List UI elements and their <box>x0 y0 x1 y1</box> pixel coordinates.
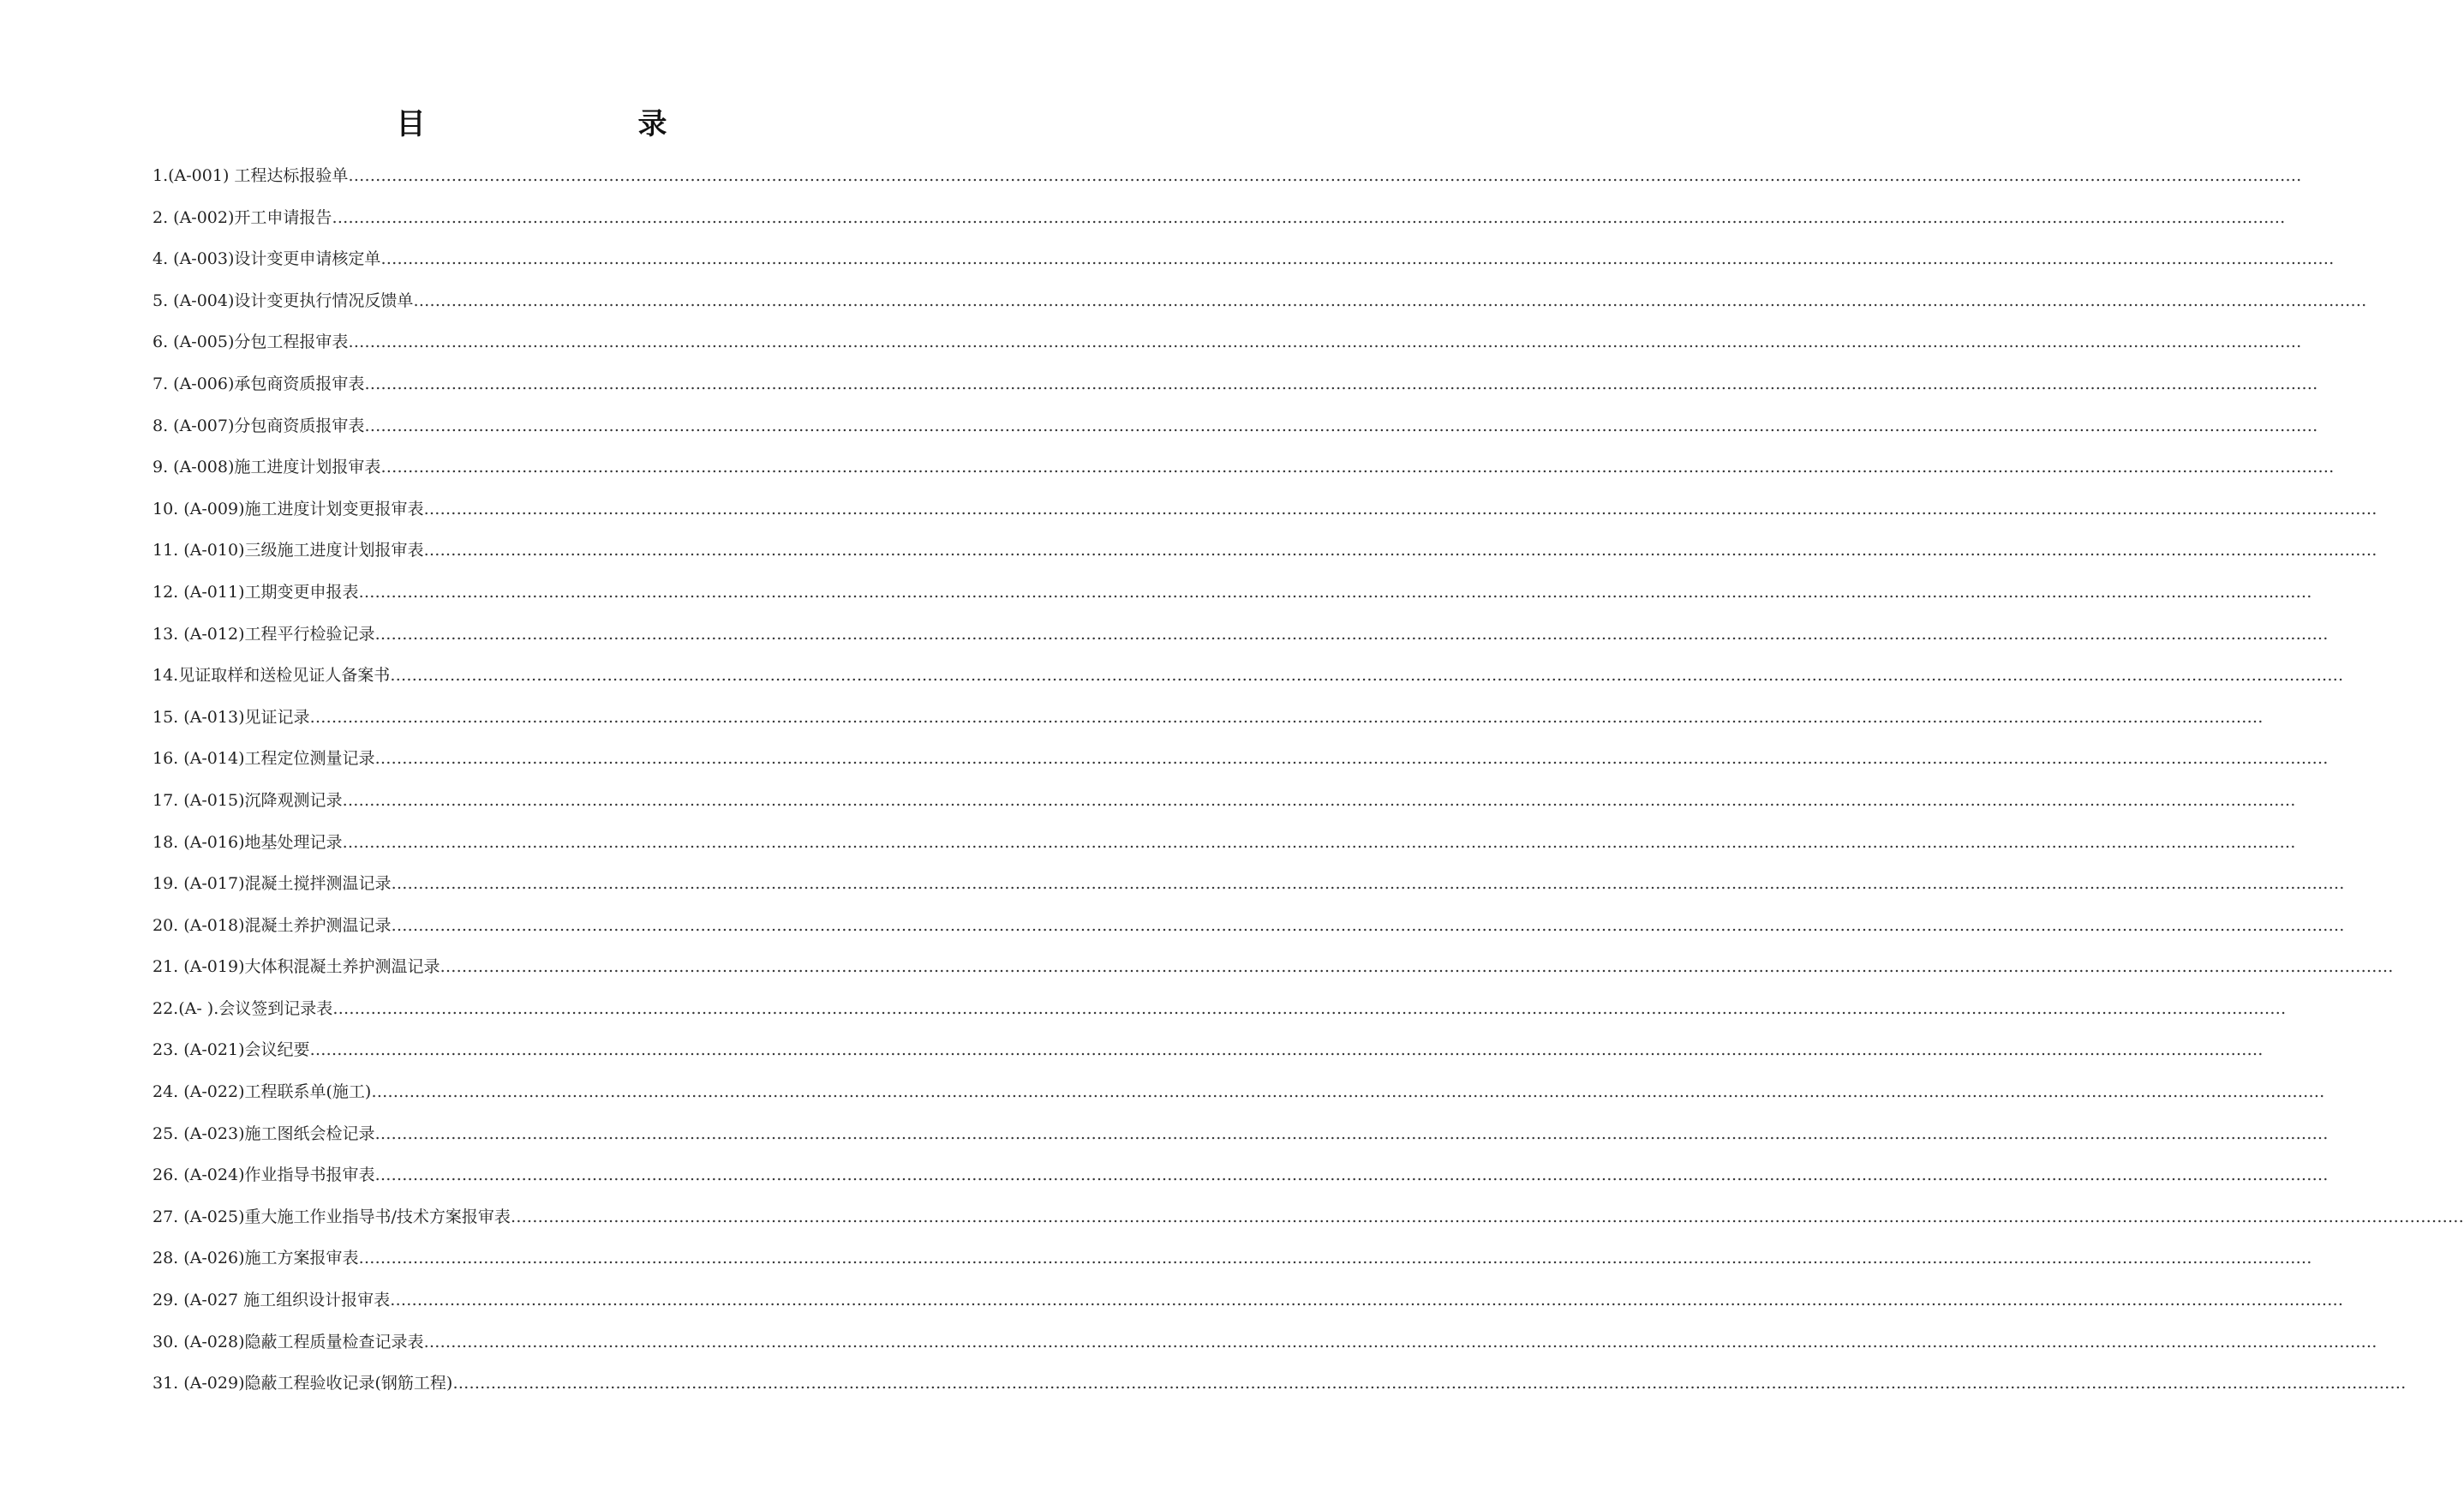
toc-entry[interactable] <box>153 1332 2377 1375</box>
toc-leader-dots: ……………………………………………………………………………………………………………………………………………………………………………………………………………………………………………………………………………………………………………………………… <box>423 499 2377 518</box>
toc-leader-dots: ……………………………………………………………………………………………………………………………………………………………………………………………………………………………………………………………………………………………………………………………… <box>309 707 2264 727</box>
toc-entry[interactable] <box>153 624 2329 667</box>
toc-entry-title: 1.(A-001) 工程达标报验单 <box>153 166 349 185</box>
toc-leader-dots: ……………………………………………………………………………………………………………………………………………………………………………………………………………………………………………………………………………………………………………………………… <box>332 998 2287 1018</box>
toc-leader-dots: ……………………………………………………………………………………………………………………………………………………………………………………………………………………………………………………………………………………………………………………………… <box>391 915 2345 935</box>
toc-entry-title: 19. (A-017)混凝土搅拌测温记录 <box>153 874 392 894</box>
toc-entry[interactable] <box>153 874 2345 916</box>
toc-entry-title: 23. (A-021)会议纪要 <box>153 1040 310 1060</box>
toc-leader-dots: ……………………………………………………………………………………………………………………………………………………………………………………………………………………………………………………………………………………………………………………………… <box>374 749 2329 769</box>
toc-leader-dots: ……………………………………………………………………………………………………………………………………………………………………………………………………………………………………………………………………………………………………………………………… <box>390 1291 2344 1310</box>
toc-entry[interactable] <box>153 790 2296 833</box>
toc-entry-title: 20. (A-018)混凝土养护测温记录 <box>153 915 392 935</box>
toc-leader-dots: ……………………………………………………………………………………………………………………………………………………………………………………………………………………………………………………………………………………………………………………………… <box>358 1249 2312 1268</box>
toc-list <box>153 166 2464 1416</box>
toc-entry[interactable] <box>153 249 2335 291</box>
toc-entry[interactable] <box>153 458 2335 500</box>
toc-entry[interactable] <box>153 333 2302 375</box>
toc-entry-title: 31. (A-029)隐蔽工程验收记录(钢筋工程) <box>153 1374 453 1393</box>
toc-entry[interactable] <box>153 499 2377 542</box>
toc-leader-dots: ……………………………………………………………………………………………………………………………………………………………………………………………………………………………………………………………………………………………………………………………… <box>413 291 2367 310</box>
toc-entry[interactable] <box>153 166 2302 208</box>
toc-leader-dots: ……………………………………………………………………………………………………………………………………………………………………………………………………………………………………………………………………………………………………………………………… <box>510 1207 2464 1226</box>
toc-entry-title: 7. (A-006)承包商资质报审表 <box>153 374 365 393</box>
toc-entry[interactable] <box>153 707 2264 750</box>
toc-entry-title: 30. (A-028)隐蔽工程质量检查记录表 <box>153 1332 424 1351</box>
toc-entry-title: 4. (A-003)设计变更申请核定单 <box>153 249 381 269</box>
toc-entry-title: 29. (A-027 施工组织设计报审表 <box>153 1291 391 1310</box>
toc-leader-dots: ……………………………………………………………………………………………………………………………………………………………………………………………………………………………………………………………………………………………………………………………… <box>380 458 2335 477</box>
toc-leader-dots: ……………………………………………………………………………………………………………………………………………………………………………………………………………………………………………………………………………………………………………………………… <box>332 207 2286 227</box>
toc-leader-dots: ……………………………………………………………………………………………………………………………………………………………………………………………………………………………………………………………………………………………………………………………… <box>371 1082 2325 1102</box>
toc-entry-title: 15. (A-013)见证记录 <box>153 707 310 727</box>
toc-entry-title: 24. (A-022)工程联系单(施工) <box>153 1082 372 1102</box>
toc-entry[interactable] <box>153 957 2394 999</box>
toc-leader-dots: ……………………………………………………………………………………………………………………………………………………………………………………………………………………………………………………………………………………………………………………………… <box>374 1124 2329 1143</box>
toc-entry-title: 11. (A-010)三级施工进度计划报审表 <box>153 541 424 560</box>
toc-entry[interactable] <box>153 541 2377 583</box>
toc-leader-dots: ……………………………………………………………………………………………………………………………………………………………………………………………………………………………………………………………………………………………………………………………… <box>364 416 2318 435</box>
toc-entry-title: 27. (A-025)重大施工作业指导书/技术方案报审表 <box>153 1207 511 1226</box>
toc-entry[interactable] <box>153 291 2367 333</box>
toc-entry-title: 9. (A-008)施工进度计划报审表 <box>153 458 381 477</box>
toc-entry-title: 13. (A-012)工程平行检验记录 <box>153 624 375 644</box>
toc-entry[interactable] <box>153 1082 2325 1124</box>
toc-entry[interactable] <box>153 666 2344 708</box>
toc-entry-title: 16. (A-014)工程定位测量记录 <box>153 749 375 769</box>
toc-leader-dots: ……………………………………………………………………………………………………………………………………………………………………………………………………………………………………………………………………………………………………………………………… <box>342 832 2296 852</box>
toc-leader-dots: ……………………………………………………………………………………………………………………………………………………………………………………………………………………………………………………………………………………………………………………………… <box>380 249 2335 269</box>
toc-entry-title: 21. (A-019)大体积混凝土养护测温记录 <box>153 957 440 977</box>
toc-entry[interactable] <box>153 1291 2344 1333</box>
toc-entry[interactable] <box>153 374 2318 416</box>
toc-leader-dots: ……………………………………………………………………………………………………………………………………………………………………………………………………………………………………………………………………………………………………………………………… <box>452 1374 2407 1393</box>
toc-entry[interactable] <box>153 1249 2312 1291</box>
toc-leader-dots: ……………………………………………………………………………………………………………………………………………………………………………………………………………………………………………………………………………………………………………………………… <box>374 624 2329 644</box>
toc-entry-title: 12. (A-011)工期变更申报表 <box>153 582 359 602</box>
toc-leader-dots: ……………………………………………………………………………………………………………………………………………………………………………………………………………………………………………………………………………………………………………………………… <box>440 957 2394 977</box>
toc-leader-dots: ……………………………………………………………………………………………………………………………………………………………………………………………………………………………………………………………………………………………………………………………… <box>348 166 2302 185</box>
toc-entry[interactable] <box>153 1207 2464 1249</box>
toc-entry[interactable] <box>153 1124 2329 1166</box>
toc-leader-dots: ……………………………………………………………………………………………………………………………………………………………………………………………………………………………………………………………………………………………………………………………… <box>423 1332 2377 1351</box>
toc-leader-dots: ……………………………………………………………………………………………………………………………………………………………………………………………………………………………………………………………………………………………………………………………… <box>390 666 2344 686</box>
toc-entry[interactable] <box>153 207 2286 250</box>
toc-entry-title: 6. (A-005)分包工程报审表 <box>153 333 349 352</box>
toc-leader-dots: ……………………………………………………………………………………………………………………………………………………………………………………………………………………………………………………………………………………………………………………………… <box>391 874 2345 894</box>
toc-entry-title: 26. (A-024)作业指导书报审表 <box>153 1165 375 1185</box>
toc-entry[interactable] <box>153 915 2345 958</box>
toc-leader-dots: ……………………………………………………………………………………………………………………………………………………………………………………………………………………………………………………………………………………………………………………………… <box>358 582 2312 602</box>
toc-entry[interactable] <box>153 1374 2407 1416</box>
toc-entry[interactable] <box>153 749 2329 791</box>
toc-entry-title: 22.(A- ).会议签到记录表 <box>153 998 333 1018</box>
toc-entry[interactable] <box>153 998 2287 1041</box>
toc-leader-dots: ……………………………………………………………………………………………………………………………………………………………………………………………………………………………………………………………………………………………………………………………… <box>342 790 2296 810</box>
toc-entry-title: 8. (A-007)分包商资质报审表 <box>153 416 365 435</box>
toc-entry-title: 5. (A-004)设计变更执行情况反馈单 <box>153 291 414 310</box>
toc-entry-title: 18. (A-016)地基处理记录 <box>153 832 343 852</box>
toc-entry-title: 10. (A-009)施工进度计划变更报审表 <box>153 499 424 518</box>
toc-entry-title: 14.见证取样和送检见证人备案书 <box>153 666 391 686</box>
toc-entry[interactable] <box>153 1165 2329 1207</box>
toc-entry-title: 2. (A-002)开工申请报告 <box>153 207 332 227</box>
toc-entry-title: 28. (A-026)施工方案报审表 <box>153 1249 359 1268</box>
toc-leader-dots: ……………………………………………………………………………………………………………………………………………………………………………………………………………………………………………………………………………………………………………………………… <box>364 374 2318 393</box>
toc-entry[interactable] <box>153 416 2318 458</box>
toc-entry-title: 25. (A-023)施工图纸会检记录 <box>153 1124 375 1143</box>
toc-leader-dots: ……………………………………………………………………………………………………………………………………………………………………………………………………………………………………………………………………………………………………………………………… <box>423 541 2377 560</box>
toc-leader-dots: ……………………………………………………………………………………………………………………………………………………………………………………………………………………………………………………………………………………………………………………………… <box>374 1165 2329 1185</box>
toc-entry-title: 17. (A-015)沉降观测记录 <box>153 790 343 810</box>
toc-leader-dots: ……………………………………………………………………………………………………………………………………………………………………………………………………………………………………………………………………………………………………………………………… <box>309 1040 2264 1060</box>
toc-entry[interactable] <box>153 832 2296 875</box>
toc-leader-dots: ……………………………………………………………………………………………………………………………………………………………………………………………………………………………………………………………………………………………………………………………… <box>348 333 2302 352</box>
page-title: 目 录 <box>396 107 719 141</box>
toc-entry[interactable] <box>153 1040 2264 1082</box>
toc-entry[interactable] <box>153 582 2312 625</box>
